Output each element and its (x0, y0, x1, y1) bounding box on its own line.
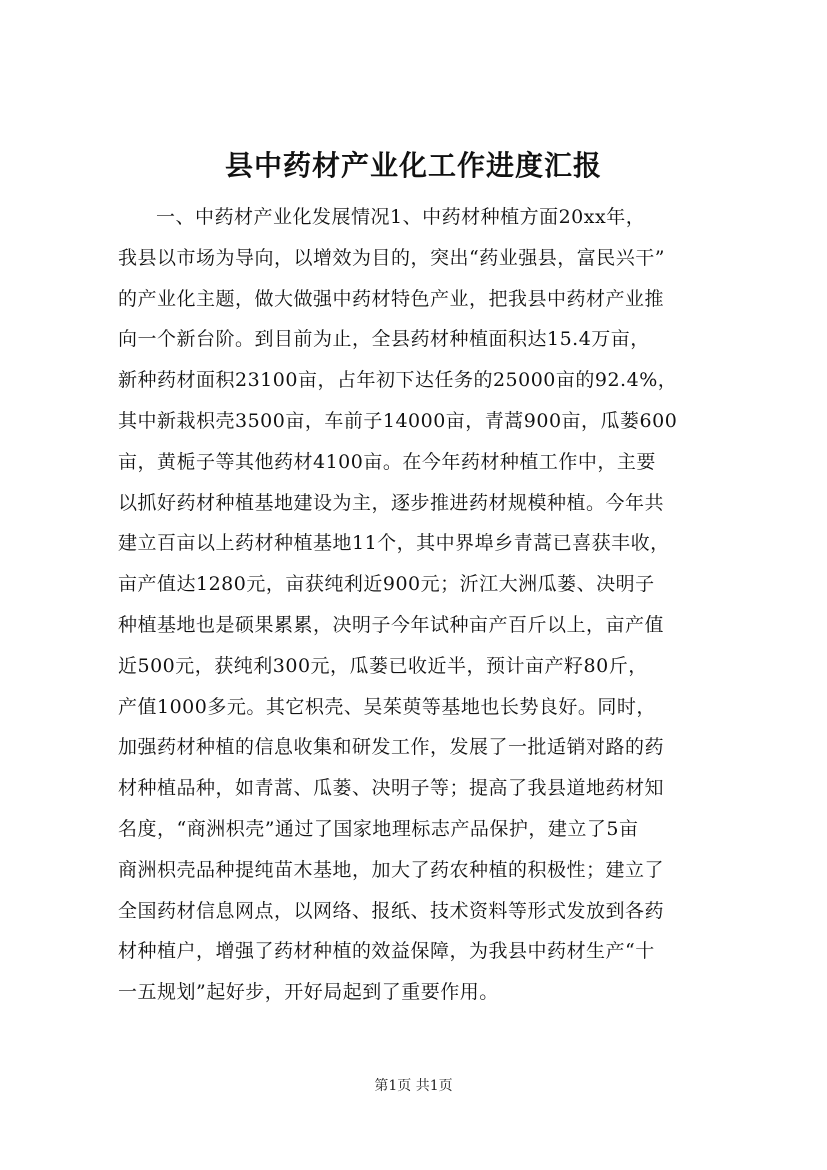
document-title: 县中药材产业化工作进度汇报 (224, 149, 602, 182)
body-line: 一五规划”起好步，开好局起到了重要作用。 (118, 981, 499, 1004)
body-line: 种植基地也是硕果累累，决明子今年试种亩产百斤以上，亩产值 (118, 613, 665, 636)
body-line: 向一个新台阶。到目前为止，全县药材种植面积达15.4万亩， (118, 328, 650, 351)
body-line: 商洲枳壳品种提纯苗木基地，加大了药农种植的积极性；建立了 (118, 858, 665, 881)
body-line: 产值1000多元。其它枳壳、吴茱萸等基地也长势良好。同时， (118, 695, 656, 718)
body-line: 亩产值达1280元，亩获纯利近900元；沂江大洲瓜蒌、决明子 (118, 573, 655, 596)
page-footer: 第1页 共1页 (374, 1078, 453, 1094)
body-line: 亩，黄栀子等其他药材4100亩。在今年药材种植工作中，主要 (118, 450, 656, 473)
body-line: 加强药材种植的信息收集和研发工作，发展了一批适销对路的药 (118, 736, 665, 759)
body-line: 一、中药材产业化发展情况1、中药材种植方面20xx年， (156, 206, 646, 228)
body-line: 我县以市场为导向，以增效为目的，突出“药业强县，富民兴干” (118, 246, 665, 269)
body-line: 新种药材面积23100亩，占年初下达任务的25000亩的92.4%， (118, 369, 678, 392)
body-line: 名度，“商洲枳壳”通过了国家地理标志产品保护，建立了5亩 (118, 817, 639, 840)
body-line: 全国药材信息网点，以网络、报纸、技术资料等形式发放到各药 (118, 899, 665, 922)
document-body (118, 197, 738, 1013)
body-line: 以抓好药材种植基地建设为主，逐步推进药材规模种植。今年共 (118, 491, 665, 514)
body-line: 材种植户，增强了药材种植的效益保障，为我县中药材生产“十 (118, 940, 655, 963)
body-line: 建立百亩以上药材种植基地11个，其中界埠乡青蒿已喜获丰收， (118, 532, 670, 555)
body-line: 的产业化主题，做大做强中药材特色产业，把我县中药材产业推 (118, 287, 665, 310)
body-line: 材种植品种，如青蒿、瓜蒌、决明子等；提高了我县道地药材知 (118, 777, 665, 800)
body-line: 其中新栽枳壳3500亩，车前子14000亩，青蒿900亩，瓜蒌600 (118, 409, 678, 432)
body-line: 近500元，获纯利300元，瓜蒌已收近半，预计亩产籽80斤， (118, 654, 648, 677)
